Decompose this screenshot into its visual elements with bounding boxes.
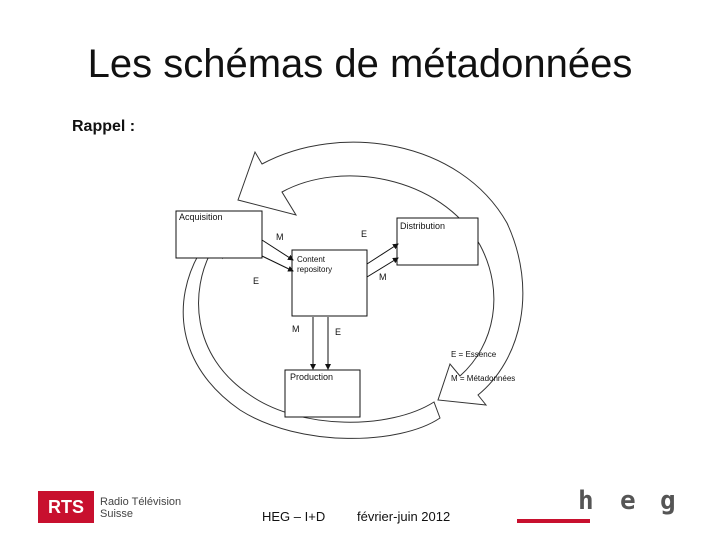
- edge-label-e-dist: E: [361, 229, 368, 239]
- acquisition-label: Acquisition: [179, 212, 223, 222]
- footer-date: février-juin 2012: [357, 509, 451, 524]
- edge-label-e-acq: E: [253, 276, 260, 286]
- heg-logo-g: g: [660, 486, 676, 516]
- edge-label-e-prod: E: [335, 327, 342, 337]
- distribution-label: Distribution: [400, 221, 446, 231]
- heg-logo-bar: [517, 519, 590, 523]
- footer-left-text: HEG – I+D: [262, 509, 326, 524]
- rts-logo: RTS: [38, 491, 94, 523]
- edge-label-m-acq: M: [276, 232, 284, 242]
- rts-logo-line1: Radio Télévision: [100, 496, 182, 508]
- legend-essence: E = Essence: [451, 350, 497, 359]
- arrow-acq-to-repo-e: [262, 256, 293, 271]
- content-repository-label-2: repository: [297, 265, 333, 274]
- arrow-acq-to-repo-m: [262, 240, 293, 260]
- edge-label-m-dist: M: [379, 272, 387, 282]
- slide-subtitle: Rappel :: [72, 118, 136, 135]
- slide-title: Les schémas de métadonnées: [87, 42, 633, 86]
- heg-logo-e: e: [620, 486, 636, 516]
- edge-label-m-prod: M: [292, 324, 300, 334]
- legend-metadata: M = Métadonnées: [451, 374, 516, 383]
- rts-logo-line2: Suisse: [100, 508, 134, 520]
- content-repository-label-1: Content: [297, 255, 326, 264]
- production-label: Production: [290, 372, 334, 382]
- heg-logo-h: h: [578, 486, 594, 516]
